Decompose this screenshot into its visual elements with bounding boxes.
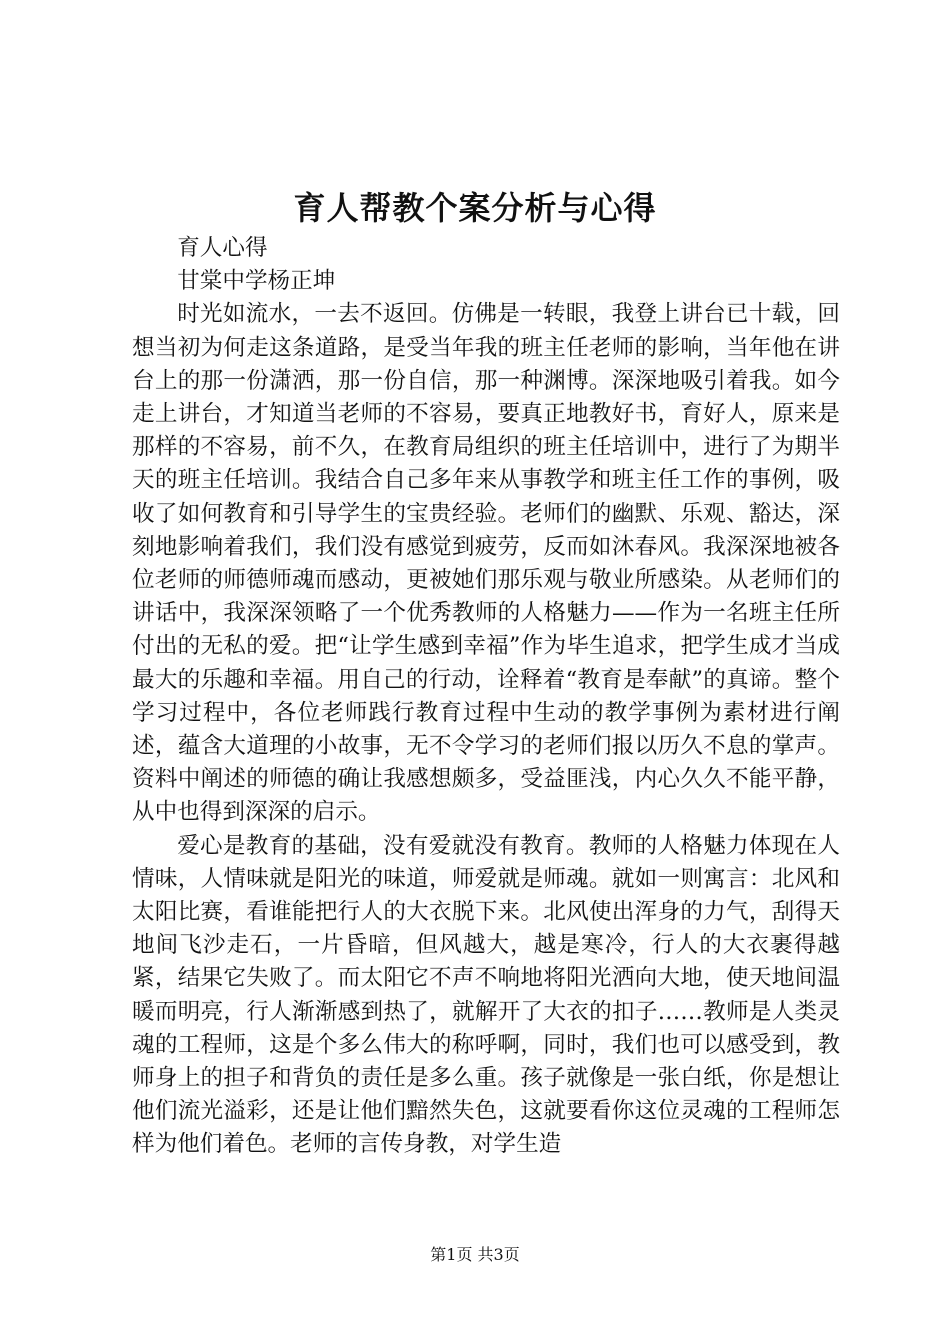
author-line: 甘棠中学杨正坤 xyxy=(177,268,336,295)
document-title: 育人帮教个案分析与心得 xyxy=(293,189,657,227)
document-body xyxy=(132,232,840,1162)
paragraph-1: 时光如流水，一去不返回。仿佛是一转眼，我登上讲台已十载，回想当初为何走这条道路，是受当年我的班主任老师的影响，当年他在讲台上的那一份潇洒，那一份自信，那一种渊博。深深地吸引着我。如今走上讲台，才知道当老师的不容易，要真正地教好书，育好人，原来是那样的不容易，前不久，在教育局组织的班主任培训中，进行了为期半天的班主任培训。我结合自己多年来从事教学和班主任工作的事例，吸收了如何教育和引导学生的宝贵经验。老师们的幽默、乐观、豁达，深刻地影响着我们，我们没有感觉到疲劳，反而如沐春风。我深深地被各位老师的师德师魂而感动，更被她们那乐观与敬业所感染。从老师们的讲话中，我深深领略了一个优秀教师的人格魅力——作为一名班主任所付出的无私的爱。把“让学生感到幸福”作为毕生追求，把学生成才当成最大的乐趣和幸福。用自己的行动，诠释着“教育是奉献”的真谛。整个学习过程中，各位老师践行教育过程中生动的教学事例为素材进行阐述，蕴含大道理的小故事，无不令学习的老师们报以历久不息的掌声。资料中阐述的师德的确让我感想颇多，受益匪浅，内心久久不能平静，从中也得到深深的启示。 xyxy=(132,301,840,826)
paragraph-2: 爱心是教育的基础，没有爱就没有教育。教师的人格魅力体现在人情味，人情味就是阳光的味道，师爱就是师魂。就如一则寓言：北风和太阳比赛，看谁能把行人的大衣脱下来。北风使出浑身的力气，刮得天地间飞沙走石，一片昏暗，但风越大，越是寒冷，行人的大衣裹得越紧，结果它失败了。而太阳它不声不响地将阳光洒向大地，使天地间温暖而明亮，行人渐渐感到热了，就解开了大衣的扣子……教师是人类灵魂的工程师，这是个多么伟大的称呼啊，同时，我们也可以感受到，教师身上的担子和背负的责任是多么重。孩子就像是一张白纸，你是想让他们流光溢彩，还是让他们黯然失色，这就要看你这位灵魂的工程师怎样为他们着色。老师的言传身教，对学生造 xyxy=(132,832,840,1158)
subtitle-line: 育人心得 xyxy=(177,235,268,261)
page-number-footer: 第1页 共3页 xyxy=(430,1245,520,1264)
